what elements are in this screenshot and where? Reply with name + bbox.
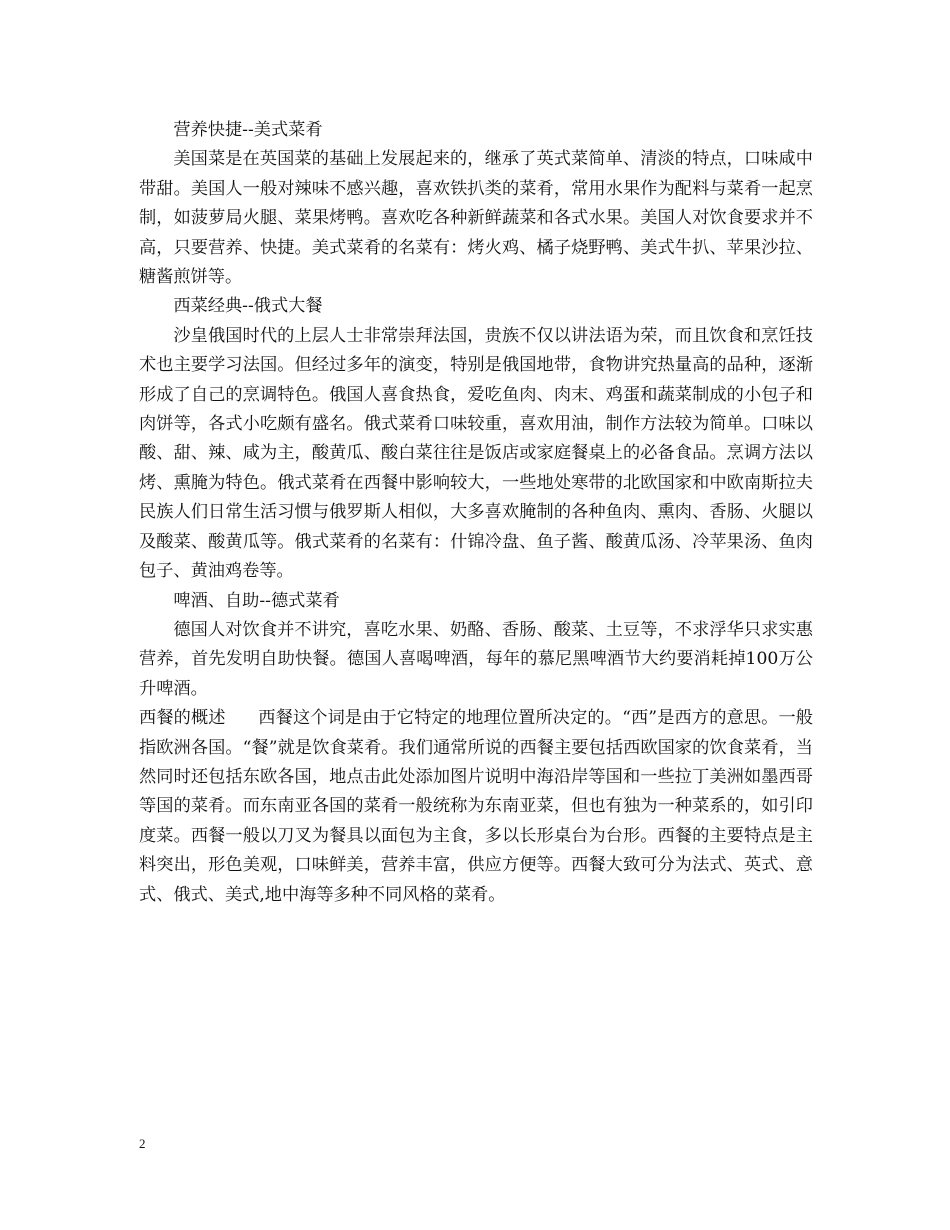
section-heading-german: 啤酒、自助--德式菜肴: [173, 590, 340, 611]
document-page: [139, 116, 813, 910]
overview-heading: 西餐的概述: [139, 708, 226, 729]
overview-text: 西餐这个词是由于它特定的地理位置所决定的。“西”是西方的意思。一般指欧洲各国。“餐”就是饮食菜肴。我们通常所说的西餐主要包括西欧国家的饮食菜肴，当然同时还包括东欧各国，地点击此处添加图片说明中海沿岸等国和一些拉丁美洲如墨西哥等国的菜肴。而东南亚各国的菜肴一般统称为东南亚菜，但也有独为一种菜系的，如引印度菜。西餐一般以刀叉为餐具以面包为主食，多以长形桌台为台形。西餐的主要特点是主料突出，形色美观，口味鲜美，营养丰富，供应方便等。西餐大致可分为法式、英式、意式、俄式、美式,地中海等多种不同风格的菜肴。: [139, 708, 813, 905]
section-heading-russian: 西菜经典--俄式大餐: [173, 296, 323, 317]
paragraph-western-food-overview: [139, 704, 813, 910]
paragraph-german-cuisine: 德国人对饮食并不讲究，喜吃水果、奶酪、香肠、酸菜、土豆等，不求浮华只求实惠营养，首先发明自助快餐。德国人喜喝啤酒，每年的慕尼黑啤酒节大约要消耗掉100万公升啤酒。: [139, 619, 813, 699]
paragraph-american-cuisine: 美国菜是在英国菜的基础上发展起来的，继承了英式菜简单、清淡的特点，口味咸中带甜。美国人一般对辣味不感兴趣，喜欢铁扒类的菜肴，常用水果作为配料与菜肴一起烹制，如菠萝局火腿、菜果烤鸭。喜欢吃各种新鲜蔬菜和各式水果。美国人对饮食要求并不高，只要营养、快捷。美式菜肴的名菜有：烤火鸡、橘子烧野鸭、美式牛扒、苹果沙拉、糖酱煎饼等。: [139, 149, 813, 288]
paragraph-russian-cuisine: 沙皇俄国时代的上层人士非常崇拜法国，贵族不仅以讲法语为荣，而且饮食和烹饪技术也主要学习法国。但经过多年的演变，特别是俄国地带，食物讲究热量高的品种，逐渐形成了自己的烹调特色。俄国人喜食热食，爱吃鱼肉、肉末、鸡蛋和蔬菜制成的小包子和肉饼等，各式小吃颇有盛名。俄式菜肴口味较重，喜欢用油，制作方法较为简单。口味以酸、甜、辣、咸为主，酸黄瓜、酸白菜往往是饭店或家庭餐桌上的必备食品。烹调方法以烤、熏腌为特色。俄式菜肴在西餐中影响较大，一些地处寒带的北欧国家和中欧南斯拉夫民族人们日常生活习惯与俄罗斯人相似，大多喜欢腌制的各种鱼肉、熏肉、香肠、火腿以及酸菜、酸黄瓜等。俄式菜肴的名菜有：什锦冷盘、鱼子酱、酸黄瓜汤、冷苹果汤、鱼肉包子、黄油鸡卷等。: [139, 325, 813, 582]
page-number: 2: [139, 1136, 146, 1151]
section-heading-american: 营养快捷--美式菜肴: [173, 120, 323, 140]
